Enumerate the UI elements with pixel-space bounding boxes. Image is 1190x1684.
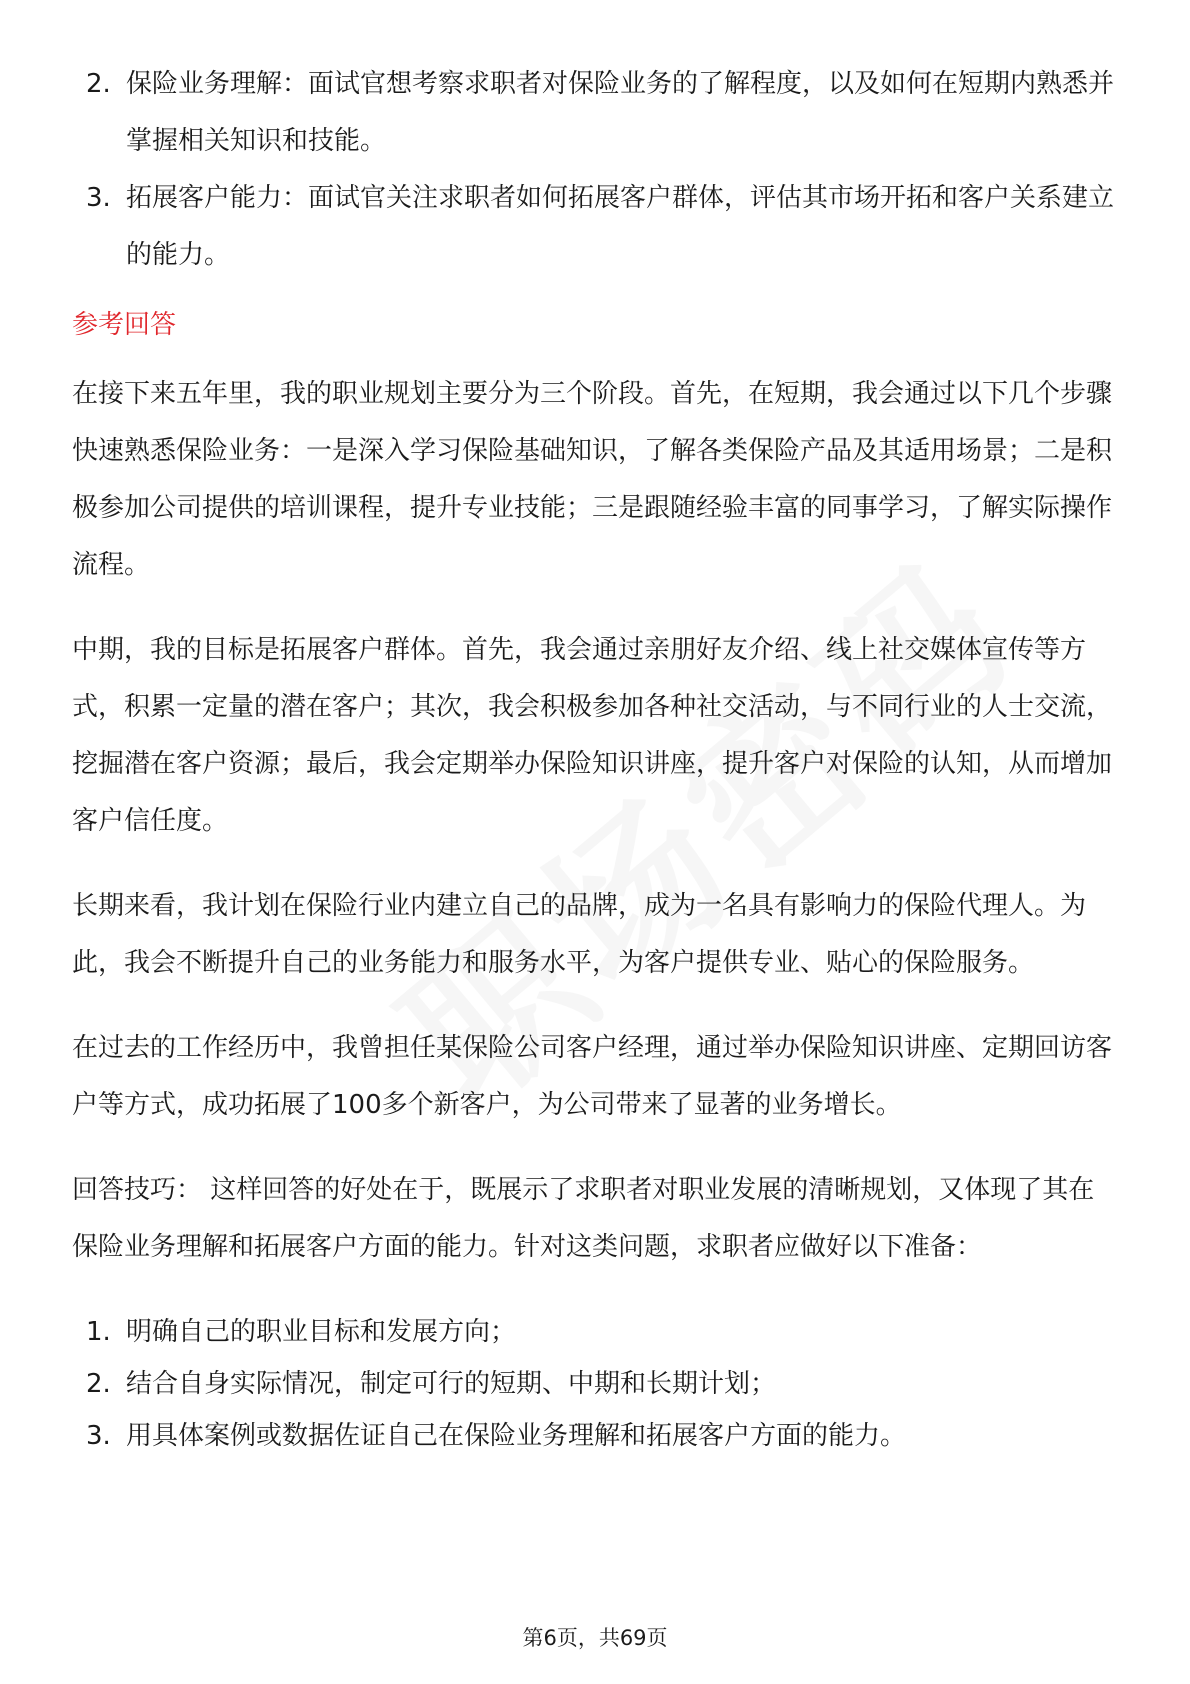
- list-item: [72, 1410, 1118, 1462]
- paragraph: 长期来看，我计划在保险行业内建立自己的品牌，成为一名具有影响力的保险代理人。为此，我会不断提升自己的业务能力和服务水平，为客户提供专业、贴心的保险服务。: [72, 891, 1087, 978]
- list-item: [72, 1358, 1118, 1410]
- paragraph: 在过去的工作经历中，我曾担任某保险公司客户经理，通过举办保险知识讲座、定期回访客户等方式，成功拓展了100多个新客户，为公司带来了显著的业务增长。: [72, 1033, 1113, 1120]
- answer-tips: 回答技巧： 这样回答的好处在于，既展示了求职者对职业发展的清晰规划，又体现了其在保险业务理解和拓展客户方面的能力。针对这类问题，求职者应做好以下准备：: [72, 1175, 1095, 1262]
- intro-list: [72, 56, 1118, 284]
- section-heading: 参考回答: [72, 310, 177, 340]
- page-number-footer: 第6页，共69页: [522, 1626, 668, 1650]
- paragraph: 在接下来五年里，我的职业规划主要分为三个阶段。首先，在短期，我会通过以下几个步骤快速熟悉保险业务：一是深入学习保险基础知识，了解各类保险产品及其适用场景；二是积极参加公司提供的培训课程，提升专业技能；三是跟随经验丰富的同事学习，了解实际操作流程。: [72, 379, 1113, 580]
- paragraph: 中期，我的目标是拓展客户群体。首先，我会通过亲朋好友介绍、线上社交媒体宣传等方式，积累一定量的潜在客户；其次，我会积极参加各种社交活动，与不同行业的人士交流，挖掘潜在客户资源；最后，我会定期举办保险知识讲座，提升客户对保险的认知，从而增加客户信任度。: [72, 635, 1113, 836]
- list-item: [72, 1306, 1118, 1358]
- list-item-number: 1.: [86, 1317, 111, 1347]
- prep-list: [72, 1306, 1118, 1462]
- list-item-number: 3.: [86, 1421, 111, 1451]
- list-item-number: 2.: [86, 69, 111, 99]
- list-item: [72, 56, 1118, 170]
- list-item-text: 拓展客户能力：面试官关注求职者如何拓展客户群体，评估其市场开拓和客户关系建立的能力。: [126, 183, 1115, 270]
- list-item-text: 明确自己的职业目标和发展方向；: [126, 1317, 517, 1347]
- list-item-text: 用具体案例或数据佐证自己在保险业务理解和拓展客户方面的能力。: [126, 1421, 907, 1451]
- list-item-text: 保险业务理解：面试官想考察求职者对保险业务的了解程度，以及如何在短期内熟悉并掌握相关知识和技能。: [126, 69, 1115, 156]
- list-item: [72, 170, 1118, 284]
- list-item-text: 结合自身实际情况，制定可行的短期、中期和长期计划；: [126, 1369, 777, 1399]
- page-content: [72, 56, 1118, 1462]
- list-item-number: 3.: [86, 183, 111, 213]
- list-item-number: 2.: [86, 1369, 111, 1399]
